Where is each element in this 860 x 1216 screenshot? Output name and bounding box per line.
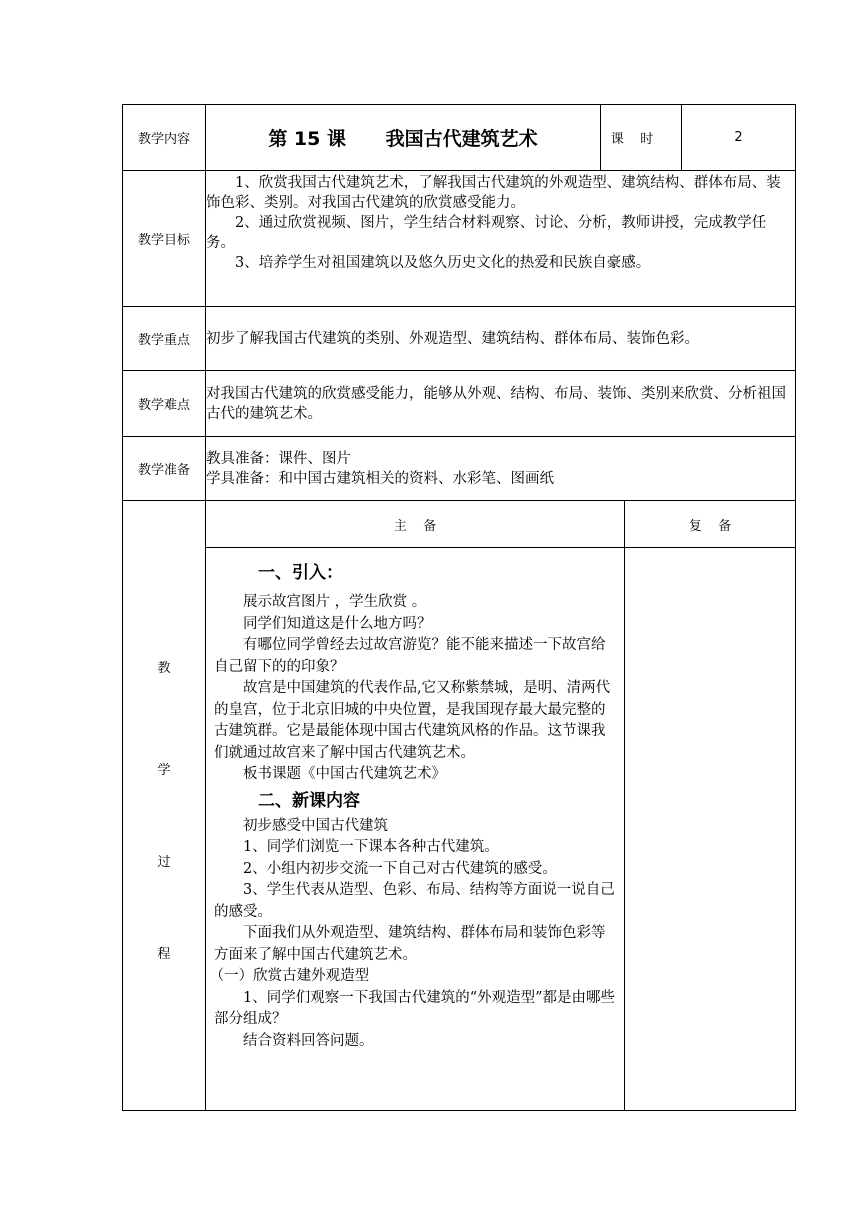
objective-item: 3、培养学生对祖国建筑以及悠久历史文化的热爱和民族自豪感。 (235, 255, 651, 271)
objectives-row (123, 171, 796, 307)
key-points-row (123, 307, 796, 371)
side-char: 过 (157, 855, 171, 870)
difficulties-label: 教学难点 (123, 371, 206, 437)
period-label: 课 时 (601, 105, 682, 171)
difficulties-row (123, 371, 796, 437)
paragraph: 初步感受中国古代建筑 (243, 817, 388, 834)
section-title: 二、新课内容 (258, 790, 360, 811)
paragraph: 结合资料回答问题。 (243, 1032, 374, 1049)
process-body-row (123, 548, 796, 1111)
paragraph: 有哪位同学曾经去过故宫游览？能不能来描述一下故宫给自己留下的的印象？ (214, 637, 606, 675)
subsection-title: （一）欣赏古建外观造型 (209, 968, 370, 984)
paragraph: 3、学生代表从造型、色彩、布局、结构等方面说一说自己的感受。 (214, 882, 615, 920)
paragraph: 展示故宫图片 ，学生欣赏 。 (243, 594, 427, 610)
preparation-line: 教具准备：课件、图片 (206, 450, 351, 467)
paragraph: 板书课题《中国古代建筑艺术》 (243, 766, 446, 782)
review-prep-content (625, 548, 796, 1111)
paragraph: 1、同学们观察一下我国古代建筑的“外观造型”都是由哪些部分组成？ (214, 989, 616, 1027)
objectives-label: 教学目标 (123, 171, 206, 307)
lesson-title: 第 15 课 我国古代建筑艺术 (206, 105, 601, 171)
preparation-label: 教学准备 (123, 437, 206, 501)
objective-item: 2、通过欣赏视频、图片，学生结合材料观察、讨论、分析，教师讲授，完成教学任务。 (206, 215, 767, 251)
paragraph: 故宫是中国建筑的代表作品,它又称紫禁城，是明、清两代的皇宫，位于北京旧城的中央位置，是我国现存最大最完整的古建筑群。它是最能体现中国古代建筑风格的作品。这节课我们就通过故宫来了解中国古代建筑艺术。 (214, 680, 611, 761)
side-char: 程 (157, 947, 171, 962)
main-prep-header: 主 备 (206, 501, 625, 548)
paragraph: 下面我们从外观造型、建筑结构、群体布局和装饰色彩等方面来了解中国古代建筑艺术。 (214, 925, 606, 963)
preparation-line: 学具准备：和中国古建筑相关的资料、水彩笔、图画纸 (206, 470, 554, 487)
process-header-row (123, 501, 796, 548)
paragraph: 2、小组内初步交流一下自己对古代建筑的感受。 (243, 860, 557, 877)
content-label: 教学内容 (123, 105, 206, 171)
objective-item: 1、欣赏我国古代建筑艺术，了解我国古代建筑的外观造型、建筑结构、群体布局、装饰色彩、类别。对我国古代建筑的欣赏感受能力。 (206, 175, 781, 211)
process-side-label (123, 501, 206, 1111)
header-row (123, 105, 796, 171)
preparation-content (206, 437, 796, 501)
paragraph: 1、同学们浏览一下课本各种古代建筑。 (243, 839, 499, 855)
key-points-text: 初步了解我国古代建筑的类别、外观造型、建筑结构、群体布局、装饰色彩。 (206, 307, 796, 371)
lesson-plan-table (122, 104, 796, 1111)
section-title: 一、引入： (258, 563, 343, 583)
objectives-content (206, 171, 796, 307)
side-char: 学 (157, 763, 171, 778)
period-value: 2 (682, 105, 796, 171)
side-char: 教 (157, 661, 171, 676)
main-prep-content (206, 548, 625, 1111)
paragraph: 同学们知道这是什么地方吗？ (243, 615, 432, 632)
key-points-label: 教学重点 (123, 307, 206, 371)
review-prep-header: 复 备 (625, 501, 796, 548)
difficulties-text: 对我国古代建筑的欣赏感受能力，能够从外观、结构、布局、装饰、类别来欣赏、分析祖国古代的建筑艺术。 (206, 371, 796, 437)
preparation-row (123, 437, 796, 501)
